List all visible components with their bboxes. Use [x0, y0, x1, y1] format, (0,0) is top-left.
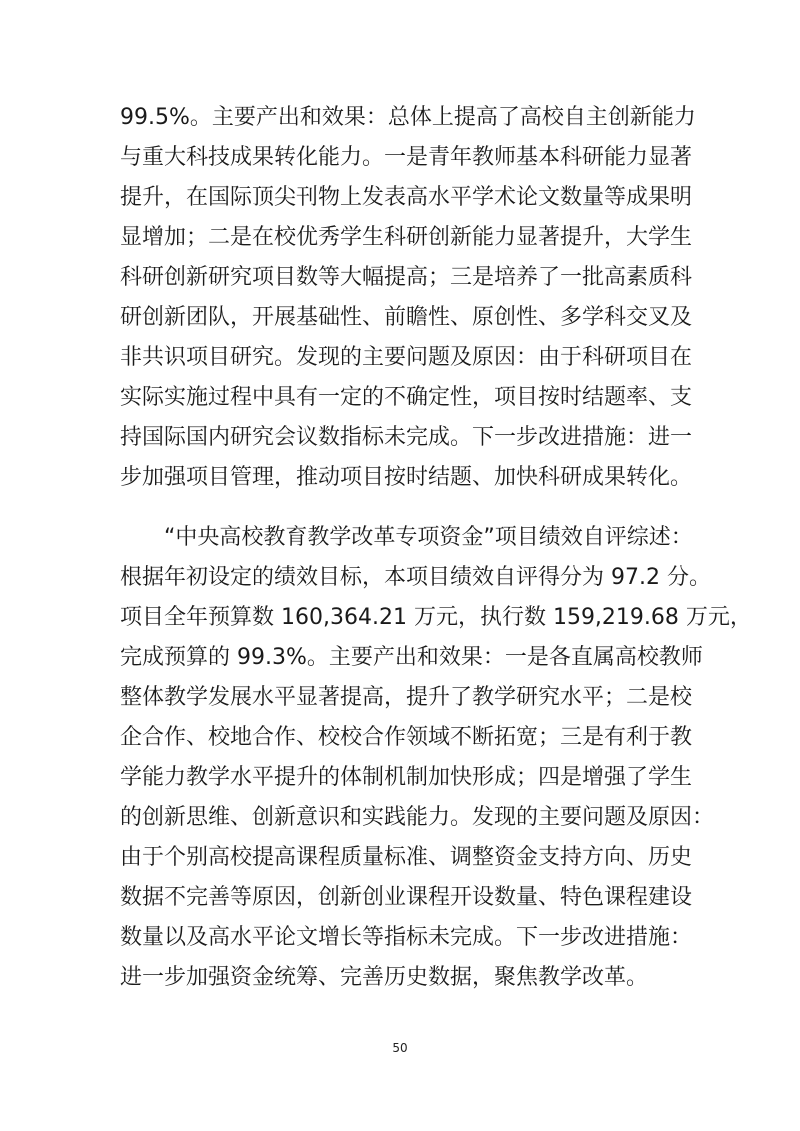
paragraph-line: “中央高校教育教学改革专项资金”项目绩效自评综述：	[164, 525, 693, 550]
paragraph-line: 科研创新研究项目数等大幅提高；三是培养了一批高素质科	[120, 265, 693, 290]
paragraph-line: 整体教学发展水平显著提高，提升了教学研究水平；二是校	[120, 685, 693, 710]
paragraph-line: 99.5%。主要产出和效果：总体上提高了高校自主创新能力	[120, 105, 696, 130]
paragraph-line: 的创新思维、创新意识和实践能力。发现的主要问题及原因：	[120, 805, 715, 830]
paragraph-line: 数据不完善等原因，创新创业课程开设数量、特色课程建设	[120, 885, 693, 910]
paragraph-line: 持国际国内研究会议数指标未完成。下一步改进措施：进一	[120, 425, 693, 450]
paragraph-line: 显增加；二是在校优秀学生科研创新能力显著提升，大学生	[120, 225, 693, 250]
paragraph-line: 完成预算的 99.3%。主要产出和效果：一是各直属高校教师	[120, 645, 703, 670]
paragraph-line: 与重大科技成果转化能力。一是青年教师基本科研能力显著	[120, 145, 693, 170]
paragraph-line: 由于个别高校提高课程质量标准、调整资金支持方向、历史	[120, 845, 693, 870]
page-number: 50	[392, 1041, 408, 1055]
paragraph-line: 进一步加强资金统筹、完善历史数据，聚焦教学改革。	[120, 965, 649, 990]
paragraph-line: 企合作、校地合作、校校合作领域不断拓宽；三是有利于教	[120, 725, 693, 750]
paragraph-line: 实际实施过程中具有一定的不确定性，项目按时结题率、支	[120, 385, 693, 410]
paragraph-line: 非共识项目研究。发现的主要问题及原因：由于科研项目在	[120, 345, 693, 370]
paragraph-line: 根据年初设定的绩效目标，本项目绩效自评得分为 97.2 分。	[120, 565, 711, 590]
paragraph-line: 数量以及高水平论文增长等指标未完成。下一步改进措施：	[120, 925, 693, 950]
paragraph-line: 步加强项目管理，推动项目按时结题、加快科研成果转化。	[120, 465, 693, 490]
paragraph-line: 项目全年预算数 160,364.21 万元，执行数 159,219.68 万元，	[120, 605, 752, 630]
paragraph-line: 研创新团队，开展基础性、前瞻性、原创性、多学科交叉及	[120, 305, 693, 330]
paragraph-line: 提升，在国际顶尖刊物上发表高水平学术论文数量等成果明	[120, 185, 693, 210]
paragraph-line: 学能力教学水平提升的体制机制加快形成；四是增强了学生	[120, 765, 693, 790]
